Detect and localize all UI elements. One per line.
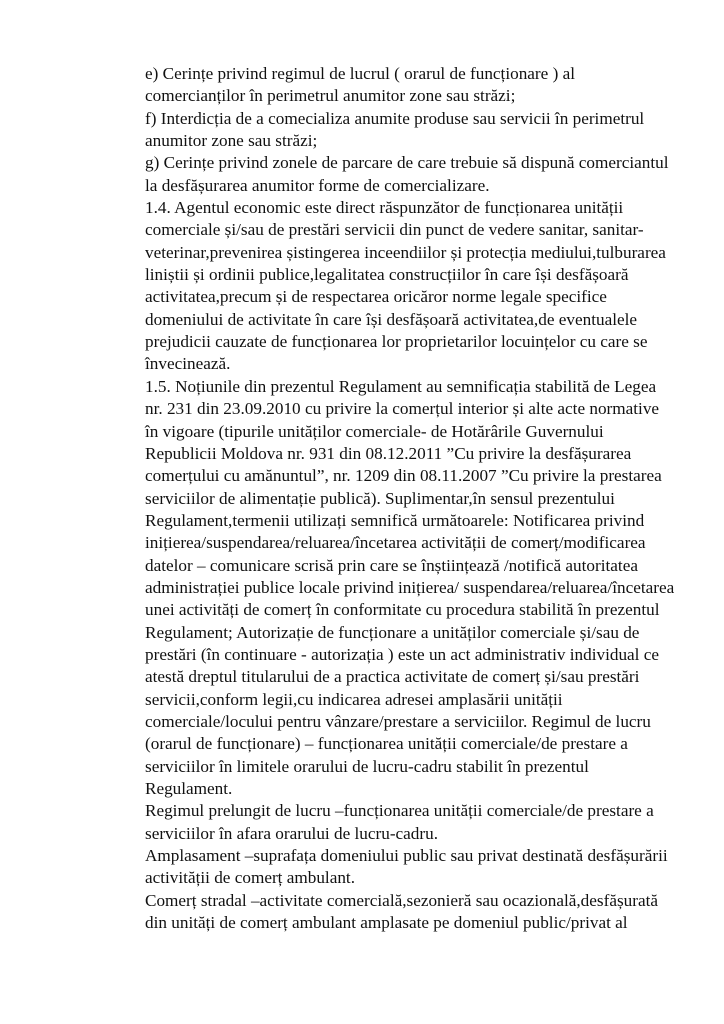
- text-line: din unități de comerț ambulant amplasate pe domeniul public/privat al: [145, 913, 628, 933]
- text-line: comerciale și/sau de prestări servicii din punct de vedere sanitar, sanitar-: [145, 220, 644, 240]
- text-line: Regulament,termenii utilizați semnifică următoarele: Notificarea privind: [145, 510, 645, 530]
- text-line: nr. 231 din 23.09.2010 cu privire la comerțul interior și alte acte normative: [145, 399, 660, 419]
- text-line: comerciale/locului pentru vânzare/prestare a serviciilor. Regimul de lucru: [145, 711, 651, 731]
- text-line: Amplasament –suprafața domeniului public sau privat destinată desfășurării: [145, 846, 668, 866]
- text-line: g) Cerințe privind zonele de parcare de care trebuie să dispună comerciantul: [145, 153, 669, 173]
- text-line: liniștii și ordinii publice,legalitatea construcțiilor în care își desfășoară: [145, 265, 629, 285]
- text-line: activitatea,precum și de respectarea oricăror norme legale specifice: [145, 287, 607, 307]
- text-line: Regulament; Autorizație de funcționare a unităților comerciale și/sau de: [145, 622, 640, 642]
- text-line: la desfășurarea anumitor forme de comercializare.: [145, 175, 490, 195]
- text-line: anumitor zone sau străzi;: [145, 131, 318, 151]
- text-line: veterinar,prevenirea șistingerea inceendiilor și protecția mediului,tulburarea: [145, 242, 666, 262]
- text-line: Regulament.: [145, 779, 233, 798]
- item-f-sales-ban: [145, 108, 645, 153]
- text-line: prestări (în continuare - autorizația ) este un act administrativ individual ce: [145, 644, 659, 664]
- text-line: datelor – comunicare scrisă prin care se înștiințează /notifică autoritatea: [145, 555, 638, 575]
- text-line: Regimul prelungit de lucru –funcționarea unității comerciale/de prestare a: [145, 801, 654, 821]
- text-line: administrației publice locale privind inițierea/ suspendarea/reluarea/încetarea: [145, 577, 675, 597]
- item-g-parking: [145, 152, 669, 197]
- text-line: Republicii Moldova nr. 931 din 08.12.2011 ”Cu privire la desfășurarea: [145, 443, 632, 463]
- text-line: 1.5. Noțiunile din prezentul Regulament au semnificația stabilită de Legea: [145, 376, 657, 396]
- text-line: în vigoare (tipurile unităților comerciale- de Hotărârile Guvernului: [145, 421, 604, 441]
- section-1-5-definitions: [145, 376, 675, 801]
- text-line: e) Cerințe privind regimul de lucrul ( orarul de funcționare ) al: [145, 64, 575, 83]
- text-line: prejudicii cauzate de funcționarea lor proprietarilor locuințelor cu care se: [145, 332, 648, 352]
- text-line: serviciilor de alimentație publică). Suplimentar,în sensul prezentului: [145, 488, 615, 508]
- text-line: servicii,conform legii,cu indicarea adresei amplasării unității: [145, 689, 563, 709]
- text-line: comercianților în perimetrul anumitor zone sau străzi;: [145, 86, 516, 106]
- text-line: activității de comerț ambulant.: [145, 868, 355, 888]
- text-line: comerțului cu amănuntul”, nr. 1209 din 08.11.2007 ”Cu privire la prestarea: [145, 466, 662, 486]
- text-line: domeniului de activitate în care își desfășoară activitatea,de eventualele: [145, 309, 638, 329]
- text-line: învecinează.: [145, 354, 231, 374]
- definition-placement: [145, 845, 668, 890]
- text-line: (orarul de funcționare) – funcționarea unității comerciale/de prestare a: [145, 734, 628, 754]
- section-1-4-responsibility: [145, 197, 666, 376]
- text-line: unei activități de comerț în conformitate cu procedura stabilită în prezentul: [145, 600, 660, 620]
- text-line: serviciilor în limitele orarului de lucru-cadru stabilit în prezentul: [145, 756, 589, 776]
- text-line: 1.4. Agentul economic este direct răspunzător de funcționarea unității: [145, 198, 624, 218]
- text-line: inițierea/suspendarea/reluarea/încetarea activității de comerț/modificarea: [145, 533, 646, 553]
- text-line: atestă dreptul titularului de a practica activitate de comerț și/sau prestări: [145, 667, 640, 687]
- text-line: serviciilor în afara orarului de lucru-cadru.: [145, 823, 439, 843]
- text-line: Comerț stradal –activitate comercială,sezonieră sau ocazională,desfășurată: [145, 890, 658, 910]
- text-line: f) Interdicția de a comecializa anumite produse sau servicii în perimetrul: [145, 108, 645, 128]
- definition-extended-hours: [145, 800, 654, 845]
- item-e-working-hours: [145, 63, 645, 108]
- definition-street-trade: [145, 890, 658, 935]
- document-page: [145, 63, 675, 934]
